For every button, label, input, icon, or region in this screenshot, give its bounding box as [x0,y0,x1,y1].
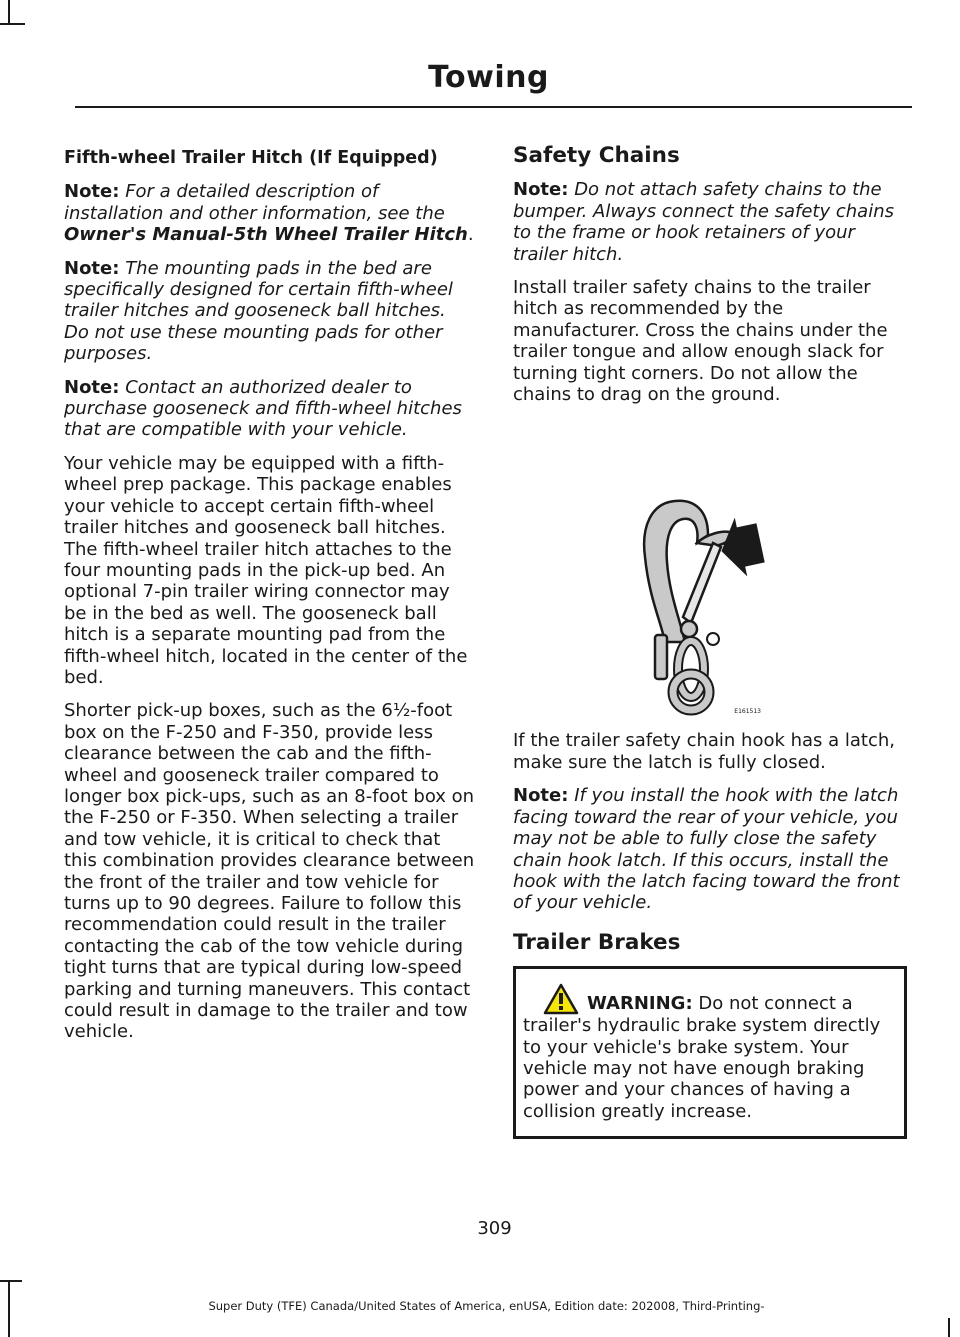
crop-mark [8,0,10,23]
note-label: Note: [513,785,569,807]
header-divider [75,106,912,108]
note-text: The mounting pads in the bed are specifically designed for certain fifth-wheel trailer hitches and gooseneck ball hitches. Do not use these mounting pads for other purposes. [64,257,453,365]
latch-pivot [681,621,697,637]
note-text: If you install the hook with the latch facing toward the rear of your vehicle, you may not be able to fully close the safety chain hook latch. If this occurs, install the hook with the latch facing toward the front of your vehicle. [513,785,900,914]
note-text: Contact an authorized dealer to purchase gooseneck and fifth-wheel hitches that are compatible with your vehicle. [64,376,462,441]
right-column [513,145,907,1139]
crop-mark [0,1280,22,1282]
note-paragraph [513,179,907,265]
safety-hook-illustration [613,417,773,717]
hook-shank [655,635,667,679]
left-column [64,145,476,1055]
note-text: Do not attach safety chains to the bumper. Always connect the safety chains to the frame or hook retainers of your trailer hitch. [513,179,894,265]
warning-triangle-icon [543,983,579,1015]
warning-box [513,966,907,1139]
note-label: Note: [64,376,120,398]
figure-code: E161513 [734,708,761,716]
hook-body [644,501,708,642]
note-text: For a detailed description of installation and other information, see the [64,181,445,224]
manual-reference: Owner's Manual-5th Wheel Trailer Hitch [64,224,468,246]
note-paragraph [64,258,476,365]
note-label: Note: [513,179,569,201]
note-label: Note: [64,181,120,203]
hook-latch [683,543,721,623]
crop-mark [948,1318,950,1337]
safety-chains-heading: Safety Chains [513,143,680,168]
note-end: . [467,224,474,246]
note-label: Note: [64,257,120,279]
page-footer: Super Duty (TFE) Canada/United States of America, enUSA, Edition date: 202008, Third-Printing- [208,1299,765,1313]
safety-chain-hook-figure [513,417,907,725]
fifth-wheel-heading: Fifth-wheel Trailer Hitch (If Equipped) [64,148,438,168]
note-paragraph [64,377,476,441]
body-paragraph: Install trailer safety chains to the trailer hitch as recommended by the manufacturer. Cross the chains under the trailer tongue and allow enough slack for turning tight corners. Do not allow the chains to drag on the ground. [513,277,888,406]
body-paragraph: Your vehicle may be equipped with a fifth-wheel prep package. This package enables your vehicle to accept certain fifth-wheel trailer hitches and gooseneck ball hitches. The fifth-wheel trailer hitch attaches to the four mounting pads in the pick-up bed. An optional 7-pin trailer wiring connector may be in the bed as well. The gooseneck ball hitch is a separate mounting pad from the fifth-wheel hitch, located in the center of the bed. [64,452,468,688]
body-paragraph: Shorter pick-up boxes, such as the 6½-foot box on the F-250 and F-350, provide less clearance between the cab and the fifth-wheel and gooseneck trailer compared to longer box pick-ups, such as an 8-foot box on the F-250 or F-350. When selecting a trailer and tow vehicle, it is critical to check that this combination provides clearance between the front of the trailer and tow vehicle for turns up to 90 degrees. Failure to follow this recommendation could result in the trailer contacting the cab of the tow vehicle during tight turns that are typical during low-speed parking and turning maneuvers. This contact could result in damage to the trailer and tow vehicle. [64,700,475,1043]
page-header-title: Towing [428,60,549,95]
warning-text: Do not connect a trailer's hydraulic brake system directly to your vehicle's brake system. Your vehicle may not have enough braking power and your chances of having a collision greatly increase. [523,993,881,1122]
note-paragraph [513,785,907,913]
trailer-brakes-heading: Trailer Brakes [513,929,681,955]
bolt [707,633,719,645]
arrow-icon [715,514,767,581]
warning-label: WARNING: [587,993,693,1015]
warning-paragraph [523,983,894,1122]
crop-mark [0,23,25,25]
note-paragraph [64,181,476,245]
page-number: 309 [477,1218,512,1239]
body-paragraph: If the trailer safety chain hook has a latch, make sure the latch is fully closed. [513,730,896,773]
